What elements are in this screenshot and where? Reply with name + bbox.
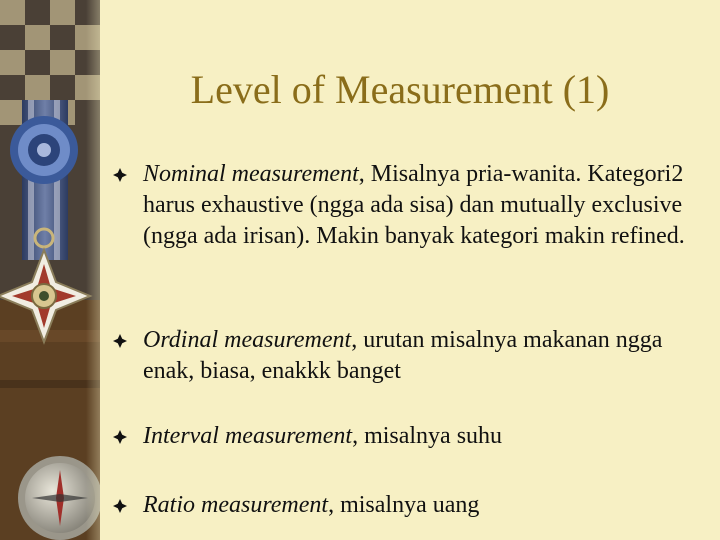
bullet-text bbox=[143, 159, 703, 252]
diamond-bullet-icon bbox=[113, 334, 127, 348]
bullet-term: Ordinal measurement bbox=[143, 327, 352, 353]
medal-illustration bbox=[0, 0, 100, 540]
bullet-item bbox=[113, 490, 703, 521]
bullet-term: Ratio measurement bbox=[143, 492, 329, 518]
diamond-bullet-icon bbox=[113, 499, 127, 513]
bullet-term: Interval measurement bbox=[143, 423, 353, 449]
bullet-text bbox=[143, 421, 703, 452]
bullet-description: , misalnya uang bbox=[328, 492, 480, 518]
bullet-text bbox=[143, 325, 703, 387]
bullet-description: , misalnya suhu bbox=[352, 423, 503, 449]
bullet-term: Nominal measurement bbox=[143, 161, 359, 187]
bullet-item bbox=[113, 421, 703, 452]
bullet-item bbox=[113, 325, 703, 387]
medal-background-image bbox=[0, 0, 100, 540]
diamond-bullet-icon bbox=[113, 430, 127, 444]
diamond-bullet-icon bbox=[113, 168, 127, 182]
bullet-description: , Misalnya pria-wanita. Kategori2 harus exhaustive (ngga ada sisa) dan mutually exclusive (ngga ada irisan). Makin banyak kategori makin refined. bbox=[143, 161, 685, 249]
slide-title: Level of Measurement (1) bbox=[190, 67, 610, 112]
bullet-text bbox=[143, 490, 703, 521]
bullet-item bbox=[113, 159, 703, 252]
bullet-description: , urutan misalnya makanan ngga enak, biasa, enakkk banget bbox=[143, 327, 663, 384]
